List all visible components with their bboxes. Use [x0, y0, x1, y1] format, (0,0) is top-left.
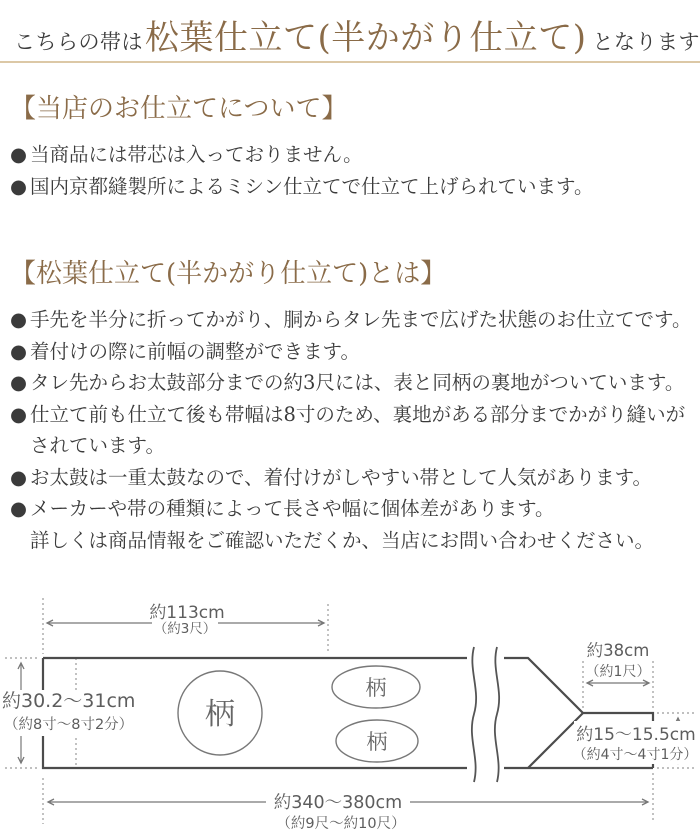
header-title: 松葉仕立て(半かがり仕立て) — [145, 18, 587, 58]
obi-diagram — [0, 590, 700, 840]
total-length-cm-label: 約340～380cm — [273, 793, 403, 813]
list-item — [10, 171, 700, 203]
bullet-text: 当商品には帯芯は入っておりません。 — [30, 143, 363, 166]
bullet-text: タレ先からお太鼓部分までの約3尺には、表と同柄の裏地がついています。 — [30, 371, 685, 394]
bullet-text: 詳しくは商品情報をご確認いただくか、当店にお問い合わせください。 — [30, 528, 655, 552]
band-width-sun-label: （約8寸～8寸2分） — [4, 717, 134, 733]
bullet-icon: ● — [10, 465, 28, 489]
list-item — [10, 304, 700, 336]
bullet-list — [10, 139, 700, 202]
bullet-icon: ● — [10, 174, 28, 198]
pattern-label-ellipse-2: 柄 — [366, 730, 388, 754]
section-matsuba-explanation — [10, 257, 700, 556]
band-outline — [43, 658, 653, 768]
tesaki-width-sun-label: （約4寸～4寸1分） — [572, 747, 698, 763]
bullet-icon: ● — [10, 402, 28, 426]
tesaki-length-shaku-label: （約1尺） — [585, 664, 651, 680]
pattern-label-ellipse-1: 柄 — [365, 676, 387, 700]
list-item — [10, 367, 700, 399]
list-item — [10, 399, 700, 462]
bullet-icon: ● — [10, 339, 28, 363]
bullet-icon: ● — [10, 371, 28, 394]
bullet-icon: ● — [10, 143, 28, 166]
header-prefix: こちらの帯は — [14, 30, 143, 54]
bullet-text: 着付けの際に前幅の調整ができます。 — [30, 339, 360, 363]
tesaki-width-cm-label: 約15～15.5cm — [576, 725, 696, 745]
section-shop-tailoring — [10, 92, 700, 202]
page-header — [14, 10, 700, 59]
tare-length-cm-label: 約113cm — [149, 603, 225, 623]
list-item — [10, 336, 700, 368]
band-edge — [43, 658, 653, 768]
bullet-text: 手先を半分に折ってかがり、胴からタレ先まで広げた状態のお仕立てです。 — [30, 308, 692, 331]
tare-length-shaku-label: （約3尺） — [153, 621, 217, 637]
tesaki-length-cm-label: 約38cm — [586, 641, 650, 660]
band-width-cm-label: 約30.2～31cm — [2, 690, 136, 712]
bullet-icon: ● — [10, 497, 28, 520]
header-suffix: となります — [592, 30, 700, 54]
bullet-text: メーカーや帯の種類によって長さや幅に個体差があります。 — [30, 497, 555, 520]
bullet-text: 国内京都縫製所によるミシン仕立てで仕立て上げられています。 — [30, 174, 594, 198]
pattern-label-circle: 柄 — [205, 697, 235, 732]
break-wavy-lines — [472, 647, 499, 782]
total-length-shaku-label: （約9尺～約10尺） — [276, 816, 406, 832]
bullet-list — [10, 304, 700, 556]
bullet-icon: ● — [10, 308, 28, 331]
header-divider — [0, 61, 700, 63]
section-title: 【松葉仕立て(半かがり仕立て)とは】 — [10, 259, 447, 289]
list-item — [10, 139, 700, 171]
bullet-text: 仕立て前も仕立て後も帯幅は8寸のため、裏地がある部分までかがり縫いが — [30, 402, 686, 426]
section-title: 【当店のお仕立てについて】 — [10, 94, 348, 124]
list-item — [10, 493, 700, 556]
list-item — [10, 462, 700, 494]
bullet-text: お太鼓は一重太鼓なので、着付けがしやすい帯として人気があります。 — [30, 465, 653, 489]
bullet-text: されています。 — [30, 434, 165, 457]
